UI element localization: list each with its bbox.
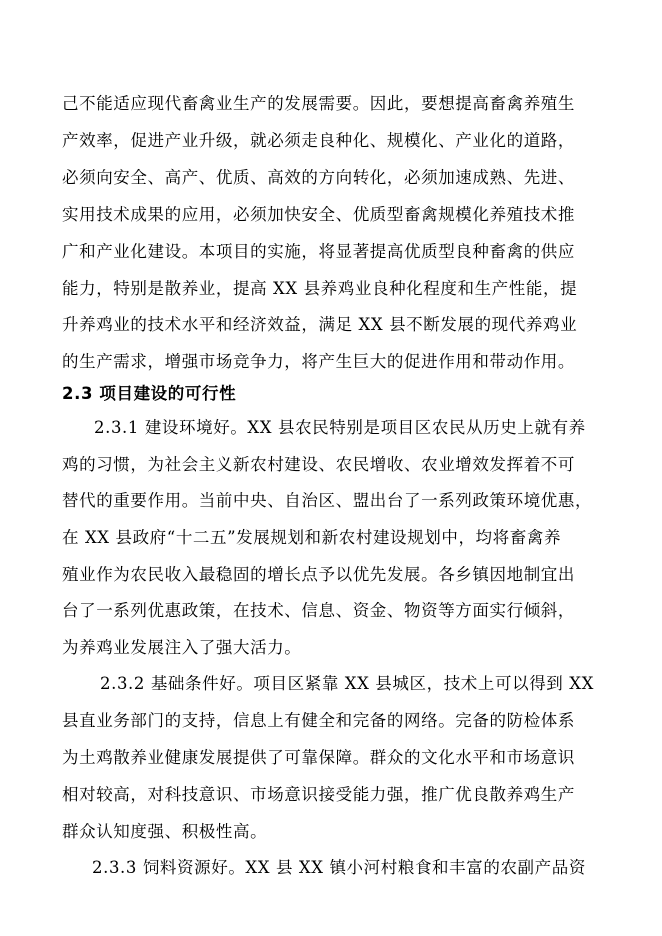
text-line: 县直业务部门的支持，信息上有健全和完备的网络。完备的防检体系 <box>62 711 575 730</box>
text-line: 相对较高，对科技意识、市场意识接受能力强，推广优良散养鸡生产 <box>62 785 575 804</box>
text-line: 升养鸡业的技术水平和经济效益，满足 XX 县不断发展的现代养鸡业 <box>62 315 578 334</box>
text-line: 群众认知度强、积极性高。 <box>62 822 268 841</box>
text-line: 替代的重要作用。当前中央、自治区、盟出台了一系列政策环境优惠， <box>62 491 593 510</box>
text-line: 的生产需求，增强市场竞争力，将产生巨大的促进作用和带动作用。 <box>62 352 575 371</box>
text-line: 2.3.1 建设环境好。XX 县农民特别是项目区农民从历史上就有养 <box>94 418 586 437</box>
text-line: 2.3.2 基础条件好。项目区紧靠 XX 县城区，技术上可以得到 XX <box>100 674 594 693</box>
text-line: 为土鸡散养业健康发展提供了可靠保障。群众的文化水平和市场意识 <box>62 748 575 767</box>
text-line: 殖业作为农民收入最稳固的增长点予以优先发展。各乡镇因地制宜出 <box>62 565 575 584</box>
text-line: 在 XX 县政府“十二五”发展规划和新农村建设规划中，均将畜禽养 <box>62 528 562 547</box>
text-line: 必须向安全、高产、优质、高效的方向转化，必须加速成熟、先进、 <box>62 168 575 187</box>
text-line: 能力，特别是散养业，提高 XX 县养鸡业良种化程度和生产性能，提 <box>62 279 578 298</box>
text-line: 为养鸡业发展注入了强大活力。 <box>62 638 302 657</box>
text-line: 己不能适应现代畜禽业生产的发展需要。因此，要想提高畜禽养殖生 <box>62 94 575 113</box>
section-heading: 2.3 项目建设的可行性 <box>62 384 237 403</box>
text-line: 台了一系列优惠政策，在技术、信息、资金、物资等方面实行倾斜， <box>62 601 575 620</box>
text-line: 广和产业化建设。本项目的实施，将显著提高优质型良种畜禽的供应 <box>62 242 575 261</box>
text-line: 实用技术成果的应用，必须加快安全、优质型畜禽规模化养殖技术推 <box>62 205 575 224</box>
text-line: 产效率，促进产业升级，就必须走良种化、规模化、产业化的道路， <box>62 131 575 150</box>
text-line: 2.3.3 饲料资源好。XX 县 XX 镇小河村粮食和丰富的农副产品资 <box>92 858 586 877</box>
text-line: 鸡的习惯，为社会主义新农村建设、农民增收、农业增效发挥着不可 <box>62 455 575 474</box>
